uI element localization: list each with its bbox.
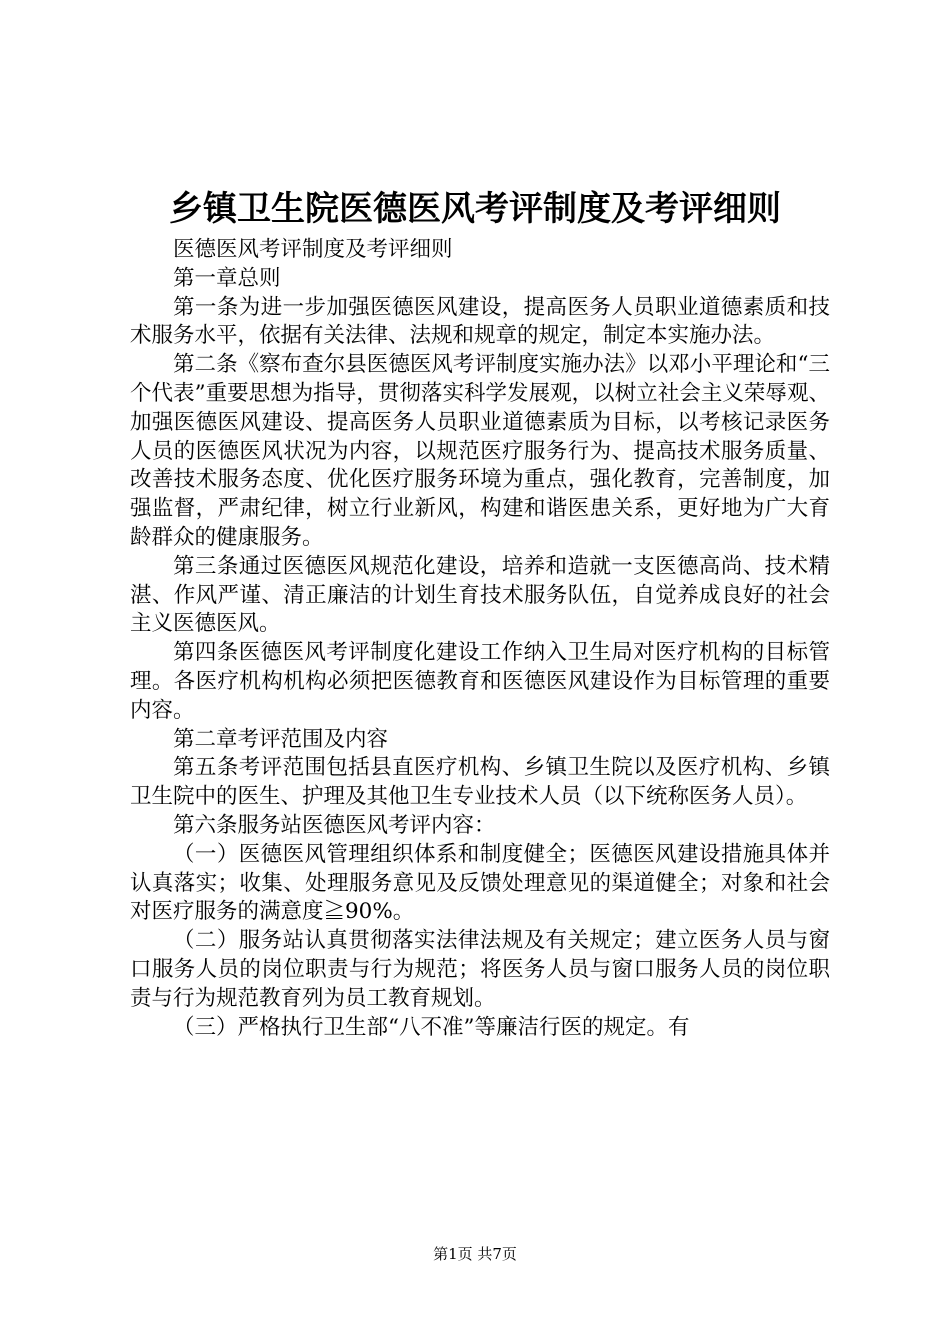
article-paragraph: 第二条《察布查尔县医德医风考评制度实施办法》以邓小平理论和“三个代表”重要思想为指导，贯彻落实科学发展观，以树立社会主义荣辱观、加强医德医风建设、提高医务人员职业道德素质为目标，以考核记录医务人员的医德医风状况为内容，以规范医疗服务行为、提高技术服务质量、改善技术服务态度、优化医疗服务环境为重点，强化教育，完善制度，加强监督，严肃纪律，树立行业新风，构建和谐医患关系，更好地为广大育龄群众的健康服务。 [130, 352, 830, 550]
article-paragraph: 第一条为进一步加强医德医风建设，提高医务人员职业道德素质和技术服务水平，依据有关法律、法规和规章的规定，制定本实施办法。 [130, 294, 830, 349]
document-body [130, 236, 830, 1042]
article-paragraph: 第六条服务站医德医风考评内容： [173, 812, 496, 838]
document-title: 乡镇卫生院医德医风考评制度及考评细则 [169, 189, 781, 229]
chapter-heading: 第一章总则 [173, 265, 281, 291]
article-paragraph: 第五条考评范围包括县直医疗机构、乡镇卫生院以及医疗机构、乡镇卫生院中的医生、护理及其他卫生专业技术人员（以下统称医务人员）。 [130, 755, 830, 810]
list-item-paragraph: （二）服务站认真贯彻落实法律法规及有关规定；建立医务人员与窗口服务人员的岗位职责与行为规范；将医务人员与窗口服务人员的岗位职责与行为规范教育列为员工教育规划。 [130, 928, 830, 1011]
list-item-paragraph: （三）严格执行卫生部“八不准”等廉洁行医的规定。有 [173, 1014, 690, 1040]
subtitle-paragraph: 医德医风考评制度及考评细则 [173, 237, 453, 262]
list-item-paragraph: （一）医德医风管理组织体系和制度健全；医德医风建设措施具体并认真落实；收集、处理服务意见及反馈处理意见的渠道健全；对象和社会对医疗服务的满意度≧90%。 [130, 841, 830, 925]
chapter-heading: 第二章考评范围及内容 [173, 726, 389, 752]
article-paragraph: 第三条通过医德医风规范化建设，培养和造就一支医德高尚、技术精湛、作风严谨、清正廉洁的计划生育技术服务队伍，自觉养成良好的社会主义医德医风。 [130, 553, 830, 637]
page-footer: 第1页 共7页 [433, 1245, 517, 1263]
article-paragraph: 第四条医德医风考评制度化建设工作纳入卫生局对医疗机构的目标管理。各医疗机构机构必须把医德教育和医德医风建设作为目标管理的重要内容。 [130, 640, 830, 723]
